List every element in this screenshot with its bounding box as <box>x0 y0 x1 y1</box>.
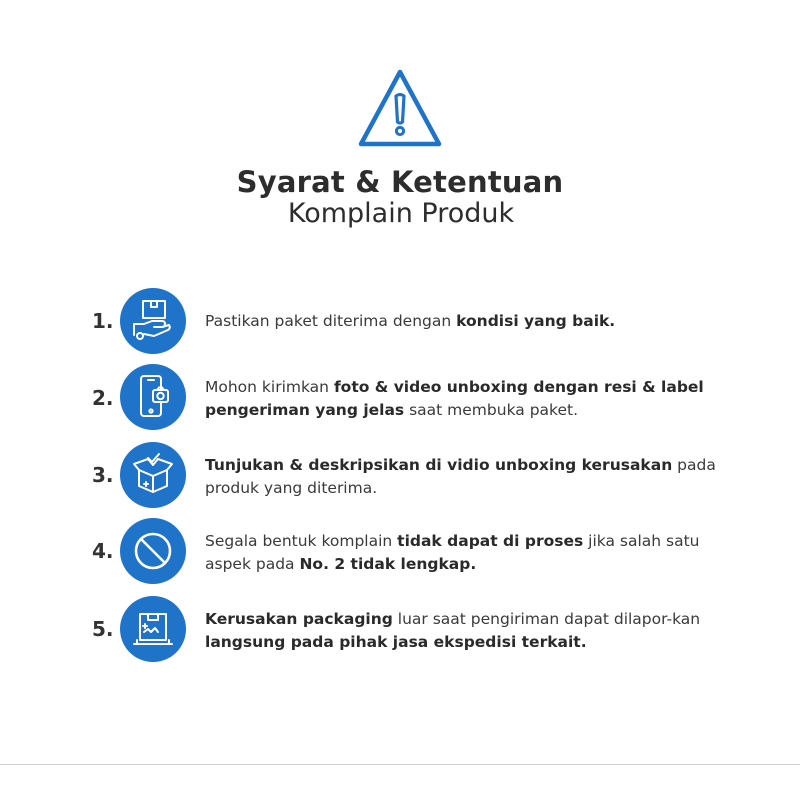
title-block <box>0 164 800 230</box>
item-text: Mohon kirimkan foto & video unboxing dengan resi & label pengeriman yang jelas saat membuka paket. <box>205 378 704 419</box>
list-item <box>0 442 800 512</box>
list-item <box>0 288 800 358</box>
list-item <box>0 518 800 588</box>
item-text: Kerusakan packaging luar saat pengiriman dapat dilapor-kan langsung pada pihak jasa ekspedisi terkait. <box>205 610 701 651</box>
item-number: 3. <box>92 463 114 487</box>
open-box-check-icon <box>120 442 186 508</box>
item-number: 4. <box>92 539 114 563</box>
divider <box>0 764 800 765</box>
item-number: 5. <box>92 617 114 641</box>
phone-camera-icon <box>120 364 186 430</box>
page-subtitle: Komplain Produk <box>287 198 515 229</box>
prohibited-icon <box>120 518 186 584</box>
item-number: 1. <box>92 309 114 333</box>
page-title: Syarat & Ketentuan <box>236 165 564 199</box>
list-item <box>0 364 800 434</box>
warning-icon <box>355 66 445 150</box>
item-text: Segala bentuk komplain tidak dapat di proses jika salah satu aspek pada No. 2 tidak lengkap. <box>205 532 700 573</box>
package-hand-icon <box>120 288 186 354</box>
item-number: 2. <box>92 386 114 410</box>
item-text: Tunjukan & deskripsikan di vidio unboxing kerusakan pada produk yang diterima. <box>205 456 716 497</box>
list-item <box>0 596 800 666</box>
damaged-box-icon <box>120 596 186 662</box>
item-text: Pastikan paket diterima dengan kondisi yang baik. <box>205 312 616 330</box>
